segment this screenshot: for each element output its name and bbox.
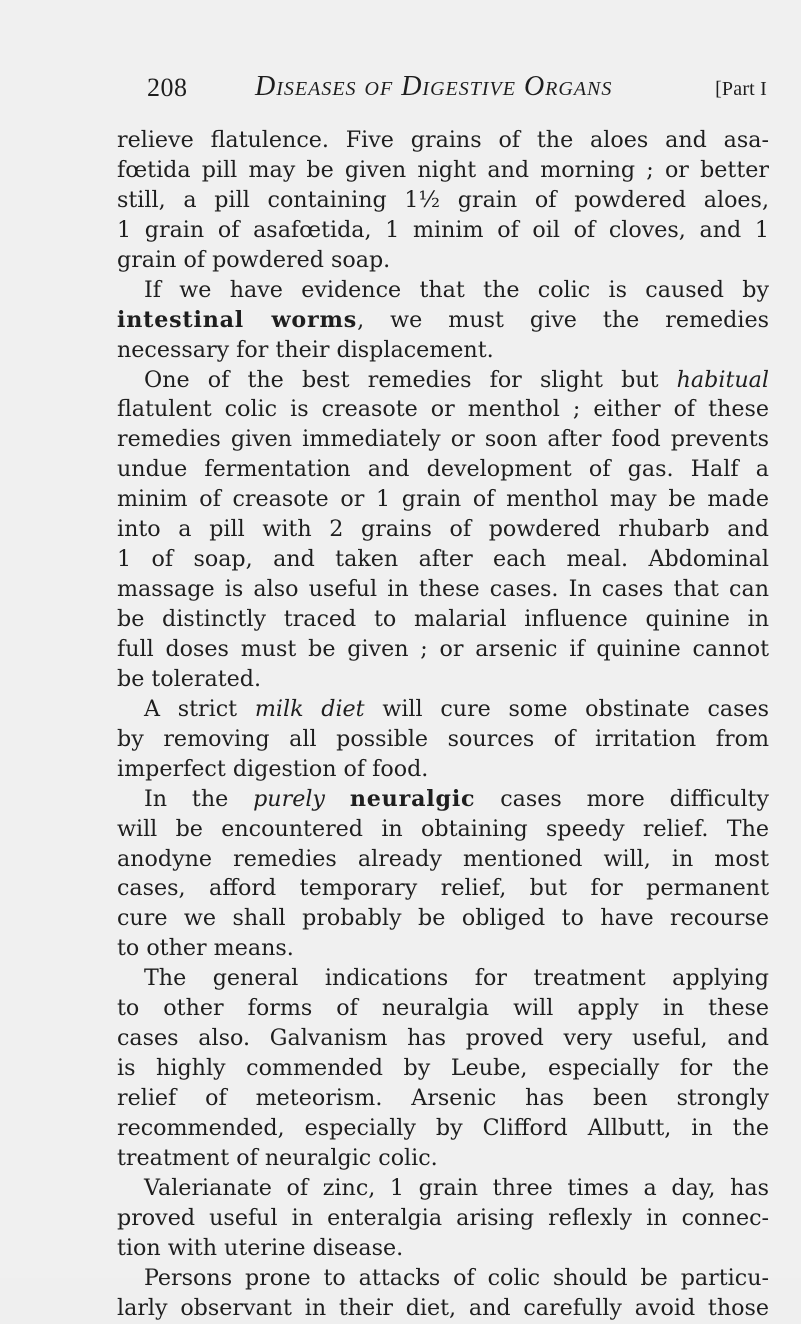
text-run: Persons prone to attacks of colic should be particu- [144,1264,769,1291]
italic-term: milk diet [254,695,365,722]
text-line [117,336,769,366]
text-line [117,515,769,545]
text-line [117,545,769,575]
text-run: recommended, especially by Clifford Allbutt, in the [117,1114,769,1141]
text-line [117,1024,769,1054]
text-line [117,1264,769,1294]
text-line [117,1144,769,1174]
text-run: remedies given immediately or soon after food prevents [117,426,769,453]
running-title: Diseases of Digestive Organs [255,71,613,102]
text-run: 1 of soap, and taken after each meal. Abdominal [117,546,769,573]
text-run: still, a pill containing 1½ grain of powdered aloes, [117,186,769,213]
text-run: necessary for their displacement. [117,336,494,363]
text-line [117,216,769,246]
text-run: treatment of neuralgic colic. [117,1144,438,1171]
text-line [117,755,769,785]
text-run: minim of creasote or 1 grain of menthol may be made [117,486,769,513]
text-run: If we have evidence that the colic is caused by [144,276,769,303]
text-run: full doses must be given ; or arsenic if quinine cannot [117,635,769,662]
text-run: cases, afford temporary relief, but for permanent [117,875,769,902]
text-run: Valerianate of zinc, 1 grain three times a day, has [144,1174,769,1201]
text-line [117,485,769,515]
text-line [117,276,769,306]
text-run: relieve flatulence. Five grains of the aloes and asa- [117,127,769,153]
text-line [117,575,769,605]
text-run: cases also. Galvanism has proved very useful, and [117,1025,769,1052]
text-line [117,306,769,336]
text-line [117,695,769,725]
body-text [117,126,769,1324]
text-run: , we must give the remedies [357,306,769,333]
text-line [117,1084,769,1114]
text-run: cases more difficulty [475,785,770,812]
text-run: The general indications for treatment applying [144,965,769,992]
text-line [117,156,769,186]
text-line [117,126,769,156]
text-line [117,1294,769,1324]
text-line [117,1174,769,1204]
text-line [117,246,769,276]
text-run: by removing all possible sources of irritation from [117,725,769,752]
text-line [117,815,769,845]
bold-term: intestinal worms [117,306,358,333]
text-run: proved useful in enteralgia arising reflexly in connec- [117,1204,769,1231]
text-line [117,1114,769,1144]
text-line [117,785,769,815]
text-run: relief of meteorism. Arsenic has been strongly [117,1085,769,1111]
text-line [117,1204,769,1234]
text-line [117,425,769,455]
text-run: be distinctly traced to malarial influence quinine in [117,606,769,632]
text-run: will be encountered in obtaining speedy relief. The [117,815,769,842]
text-run: fœtida pill may be given night and morning ; or better [117,156,769,183]
text-run: will cure some obstinate cases [364,695,769,722]
part-label: [Part I [715,78,767,100]
text-line [117,725,769,755]
text-run [325,786,350,812]
text-run: tion with uterine disease. [117,1234,404,1261]
text-line [117,665,769,695]
text-run: cure we shall probably be obliged to have recourse [117,905,769,932]
text-run: flatulent colic is creasote or menthol ; either of these [117,396,769,423]
text-line [117,934,769,964]
text-line [117,1234,769,1264]
text-line [117,904,769,934]
text-run: One of the best remedies for slight but [144,366,677,393]
text-line [117,186,769,216]
text-run: imperfect digestion of food. [117,755,429,782]
text-line [117,1054,769,1084]
bold-term: neuralgic [349,785,476,812]
text-run: A strict [144,695,255,722]
text-line [117,605,769,635]
text-run: massage is also useful in these cases. In cases that can [117,576,769,603]
text-run: 1 grain of asafœtida, 1 minim of oil of cloves, and 1 [117,216,769,243]
text-run: undue fermentation and development of gas. Half a [117,456,769,483]
text-line [117,395,769,425]
text-line [117,845,769,875]
text-line [117,455,769,485]
text-run: to other means. [117,935,294,962]
text-line [117,874,769,904]
italic-term: purely [253,785,325,812]
text-run: is highly commended by Leube, especially for the [117,1055,769,1082]
text-run: to other forms of neuralgia will apply in these [117,995,769,1022]
text-run: anodyne remedies already mentioned will, in most [117,845,769,872]
text-line [117,635,769,665]
text-line [117,366,769,396]
text-run: grain of powdered soap. [117,246,391,273]
text-line [117,964,769,994]
text-run: In the [144,785,254,812]
text-line [117,994,769,1024]
text-run: into a pill with 2 grains of powdered rhubarb and [117,516,769,543]
text-run: be tolerated. [117,665,262,692]
italic-term: habitual [676,366,769,393]
text-run: larly observant in their diet, and carefully avoid those [117,1294,769,1321]
page-number: 208 [147,73,188,102]
page-header [147,71,767,111]
